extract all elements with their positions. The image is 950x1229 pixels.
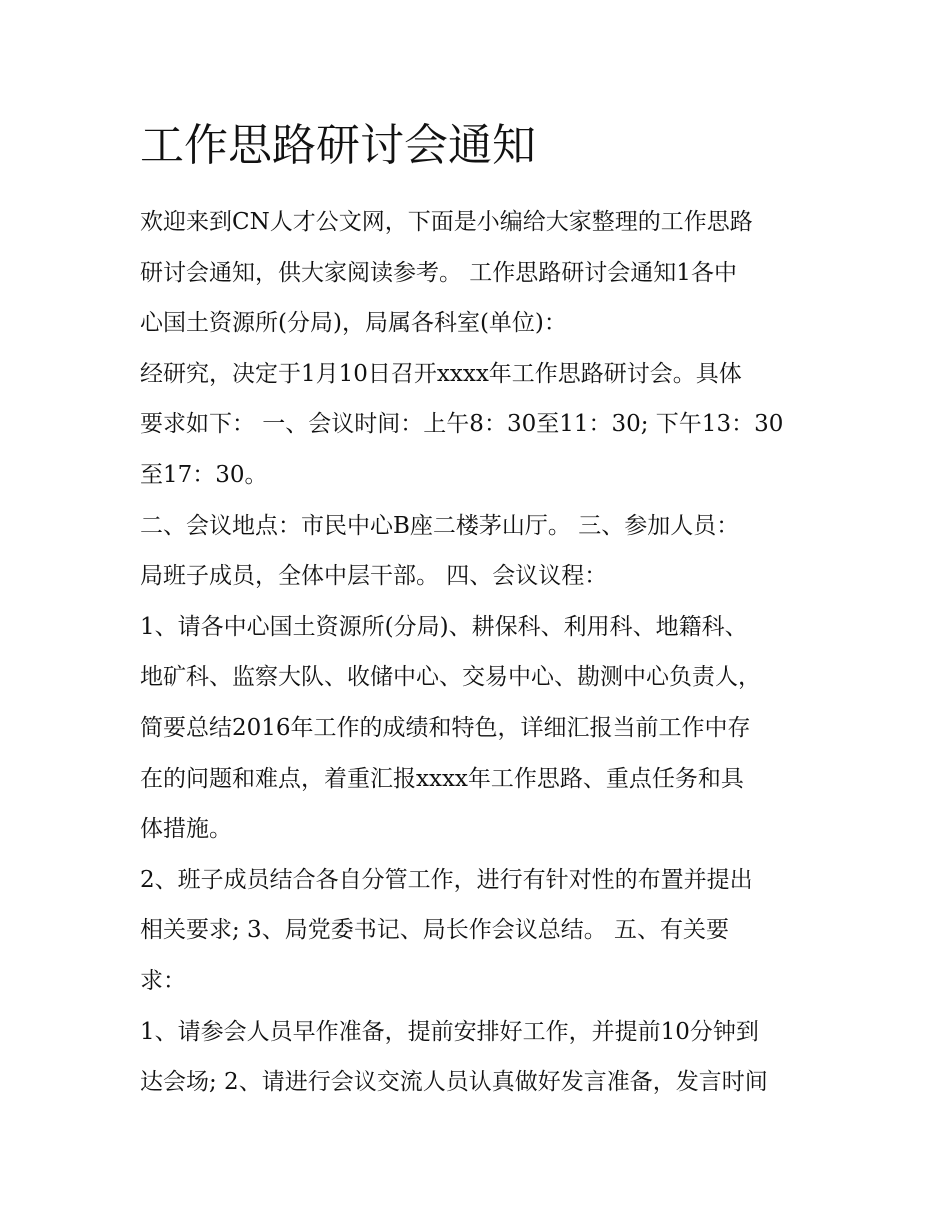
body-line: 局班子成员，全体中层干部。 四、会议议程： xyxy=(140,563,608,590)
body-line: 在的问题和难点，着重汇报xxxx年工作思路、重点任务和具 xyxy=(140,765,744,792)
body-line: 欢迎来到CN人才公文网，下面是小编给大家整理的工作思路 xyxy=(140,209,753,235)
body-line: 至17：30。 xyxy=(140,461,268,488)
body-line: 求： xyxy=(140,967,186,994)
body-line: 2、班子成员结合各自分管工作，进行有针对性的布置并提出 xyxy=(140,866,753,893)
body-line: 相关要求; 3、局党委书记、局长作会议总结。 五、有关要 xyxy=(140,917,730,944)
body-line: 经研究，决定于1月10日召开xxxx年工作思路研讨会。具体 xyxy=(140,360,742,387)
body-line: 要求如下： 一、会议时间：上午8：30至11：30; 下午13：30 xyxy=(140,411,784,438)
body-line: 1、请各中心国土资源所(分局)、耕保科、利用科、地籍科、 xyxy=(140,613,748,640)
body-line: 1、请参会人员早作准备，提前安排好工作，并提前10分钟到 xyxy=(140,1018,759,1045)
body-line: 地矿科、监察大队、收储中心、交易中心、勘测中心负责人， xyxy=(140,664,761,691)
document-title: 工作思路研讨会通知 xyxy=(140,120,536,171)
body-line: 研讨会通知，供大家阅读参考。 工作思路研讨会通知1各中 xyxy=(140,259,737,286)
body-line: 简要总结2016年工作的成绩和特色，详细汇报当前工作中存 xyxy=(140,714,751,741)
body-line: 二、会议地点：市民中心B座二楼茅山厅。 三、参加人员： xyxy=(140,512,740,539)
body-line: 达会场; 2、请进行会议交流人员认真做好发言准备，发言时间 xyxy=(140,1069,768,1096)
body-line: 体措施。 xyxy=(140,816,232,843)
body-line: 心国土资源所(分局)，局属各科室(单位)： xyxy=(140,310,567,337)
document-body xyxy=(140,197,820,1108)
